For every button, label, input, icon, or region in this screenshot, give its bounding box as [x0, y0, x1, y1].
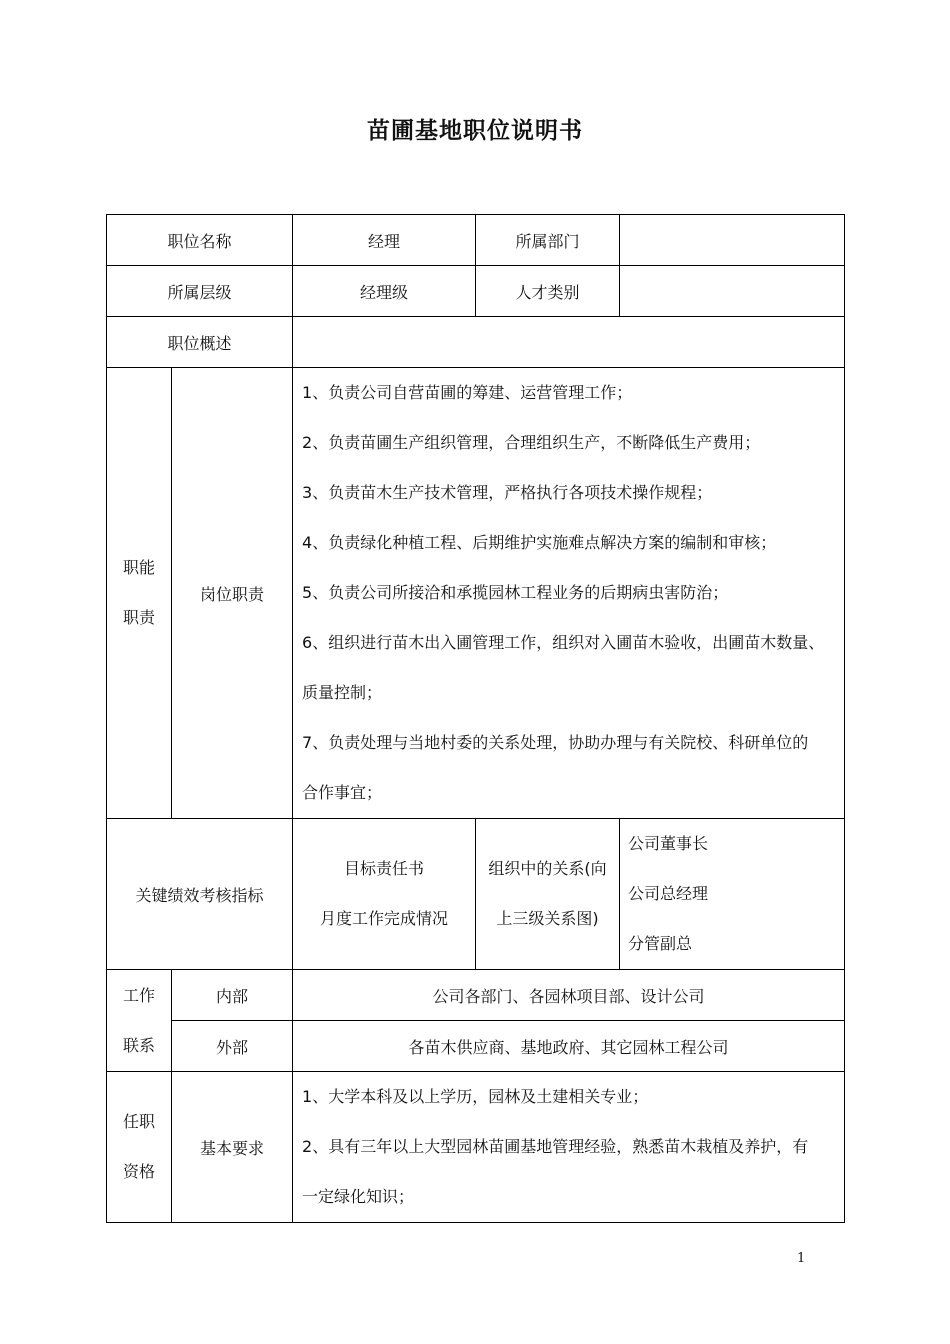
duty-line: 6、组织进行苗木出入圃管理工作，组织对入圃苗木验收，出圃苗木数量、	[302, 633, 825, 652]
kpi-items	[293, 819, 476, 970]
talent-type-value	[620, 266, 845, 317]
qualifications-sub-label: 基本要求	[172, 1072, 293, 1223]
job-description-table	[106, 214, 845, 1223]
table-row	[107, 1072, 845, 1223]
department-label: 所属部门	[476, 215, 620, 266]
kpi-item: 月度工作完成情况	[320, 909, 449, 928]
position-name-value: 经理	[293, 215, 476, 266]
level-label: 所属层级	[107, 266, 293, 317]
position-name-label: 职位名称	[107, 215, 293, 266]
duty-line: 3、负责苗木生产技术管理，严格执行各项技术操作规程；	[302, 483, 713, 502]
qualifications-group-label-line: 资格	[122, 1162, 155, 1181]
external-contacts-value: 各苗木供应商、基地政府、其它园林工程公司	[293, 1021, 845, 1072]
external-contacts-label: 外部	[172, 1021, 293, 1072]
org-relation-items	[620, 819, 845, 970]
table-row	[107, 970, 845, 1021]
internal-contacts-value: 公司各部门、各园林项目部、设计公司	[293, 970, 845, 1021]
org-relation-label	[476, 819, 620, 970]
table-row	[107, 266, 845, 317]
duty-line: 1、负责公司自营苗圃的筹建、运营管理工作；	[302, 383, 633, 402]
document-title: 苗圃基地职位说明书	[367, 118, 583, 144]
org-relation-item: 分管副总	[628, 934, 693, 953]
duty-line: 合作事宜；	[302, 783, 383, 802]
org-relation-label-line: 组织中的关系(向	[488, 859, 607, 878]
level-value: 经理级	[293, 266, 476, 317]
duties-group-label-line: 职责	[122, 608, 155, 627]
contacts-group-label	[107, 970, 172, 1072]
qualifications-content	[293, 1072, 845, 1223]
qualifications-group-label	[107, 1072, 172, 1223]
overview-value	[293, 317, 845, 368]
qualification-line: 1、大学本科及以上学历，园林及土建相关专业；	[302, 1087, 649, 1106]
department-value	[620, 215, 845, 266]
duties-group-label	[107, 368, 172, 819]
duty-line: 5、负责公司所接洽和承揽园林工程业务的后期病虫害防治；	[302, 583, 729, 602]
table-row	[107, 1021, 845, 1072]
org-relation-label-line: 上三级关系图)	[496, 909, 599, 928]
qualification-line: 一定绿化知识；	[302, 1187, 415, 1206]
org-relation-item: 公司董事长	[628, 834, 709, 853]
duties-sub-label: 岗位职责	[172, 368, 293, 819]
kpi-label: 关键绩效考核指标	[107, 819, 293, 970]
duties-content	[293, 368, 845, 819]
duty-line: 7、负责处理与当地村委的关系处理，协助办理与有关院校、科研单位的	[302, 733, 809, 752]
overview-label: 职位概述	[107, 317, 293, 368]
contacts-group-label-line: 工作	[122, 985, 155, 1005]
qualification-line: 2、具有三年以上大型园林苗圃基地管理经验，熟悉苗木栽植及养护，有	[302, 1137, 809, 1156]
duty-line: 质量控制；	[302, 683, 383, 702]
table-row	[107, 819, 845, 970]
duty-line: 4、负责绿化种植工程、后期维护实施难点解决方案的编制和审核；	[302, 533, 777, 552]
kpi-item: 目标责任书	[344, 859, 425, 878]
duties-group-label-line: 职能	[122, 558, 155, 577]
contacts-group-label-line: 联系	[122, 1035, 155, 1055]
table-row	[107, 215, 845, 266]
table-row	[107, 368, 845, 819]
talent-type-label: 人才类别	[476, 266, 620, 317]
duty-line: 2、负责苗圃生产组织管理，合理组织生产，不断降低生产费用；	[302, 433, 761, 452]
table-row	[107, 317, 845, 368]
page-number: 1	[797, 1251, 806, 1266]
qualifications-group-label-line: 任职	[122, 1112, 155, 1131]
internal-contacts-label: 内部	[172, 970, 293, 1021]
org-relation-item: 公司总经理	[628, 884, 709, 903]
